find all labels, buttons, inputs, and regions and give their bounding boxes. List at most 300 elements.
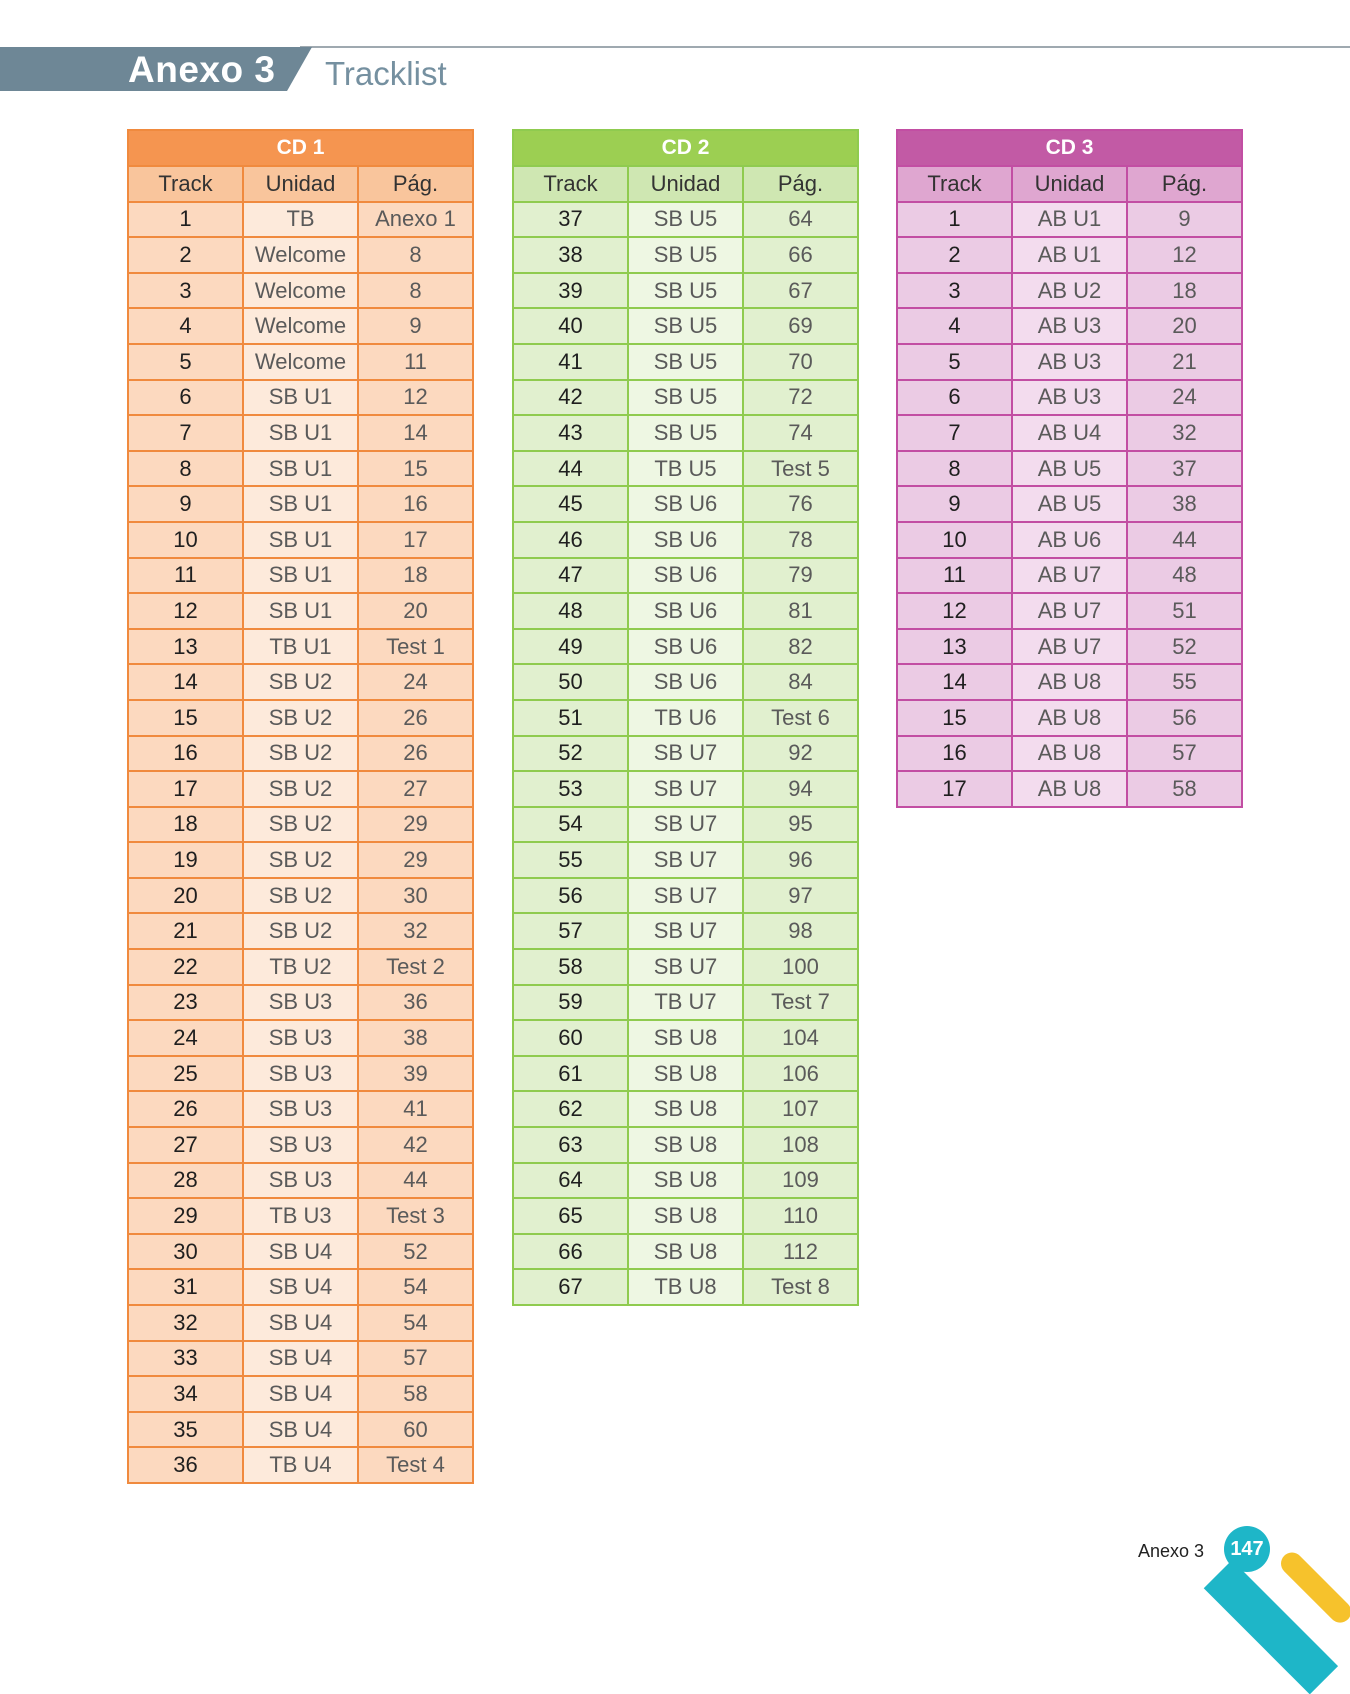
unidad-cell: AB U1 <box>1012 237 1127 273</box>
track-cell: 43 <box>513 415 628 451</box>
unidad-cell: Welcome <box>243 308 358 344</box>
unidad-cell: SB U6 <box>628 558 743 594</box>
track-cell: 20 <box>128 878 243 914</box>
table-row <box>513 558 858 594</box>
table-row <box>128 415 473 451</box>
unidad-cell: SB U8 <box>628 1127 743 1163</box>
unidad-cell: SB U4 <box>243 1234 358 1270</box>
table-row <box>897 629 1242 665</box>
track-cell: 7 <box>897 415 1012 451</box>
unidad-cell: SB U8 <box>628 1056 743 1092</box>
pagina-cell: 44 <box>358 1163 473 1199</box>
unidad-cell: Welcome <box>243 344 358 380</box>
pagina-cell: Test 8 <box>743 1269 858 1305</box>
track-cell: 17 <box>897 771 1012 807</box>
unidad-cell: SB U5 <box>628 273 743 309</box>
pagina-cell: 112 <box>743 1234 858 1270</box>
pagina-cell: 21 <box>1127 344 1242 380</box>
track-cell: 44 <box>513 451 628 487</box>
track-cell: 13 <box>897 629 1012 665</box>
unidad-cell: SB U3 <box>243 1091 358 1127</box>
table-row <box>897 415 1242 451</box>
pagina-cell: 108 <box>743 1127 858 1163</box>
table-row <box>128 1056 473 1092</box>
track-cell: 29 <box>128 1198 243 1234</box>
pagina-cell: 64 <box>743 202 858 238</box>
table-row <box>513 807 858 843</box>
cd-title: CD 1 <box>128 130 473 166</box>
unidad-cell: AB U8 <box>1012 664 1127 700</box>
pagina-cell: 52 <box>358 1234 473 1270</box>
column-header-unidad: Unidad <box>628 166 743 202</box>
pagina-cell: 14 <box>358 415 473 451</box>
pagina-cell: 67 <box>743 273 858 309</box>
track-cell: 19 <box>128 842 243 878</box>
pagina-cell: Test 7 <box>743 985 858 1021</box>
pagina-cell: 39 <box>358 1056 473 1092</box>
unidad-cell: TB U2 <box>243 949 358 985</box>
table-row <box>897 451 1242 487</box>
track-cell: 6 <box>128 380 243 416</box>
table-row <box>128 1091 473 1127</box>
table-row <box>128 593 473 629</box>
table-row <box>897 486 1242 522</box>
pagina-cell: 52 <box>1127 629 1242 665</box>
column-header-unidad: Unidad <box>1012 166 1127 202</box>
pagina-cell: 100 <box>743 949 858 985</box>
pagina-cell: 104 <box>743 1020 858 1056</box>
track-cell: 14 <box>128 664 243 700</box>
table-row <box>128 1447 473 1483</box>
track-cell: 8 <box>897 451 1012 487</box>
pagina-cell: 12 <box>358 380 473 416</box>
pagina-cell: Test 2 <box>358 949 473 985</box>
pagina-cell: 97 <box>743 878 858 914</box>
unidad-cell: SB U6 <box>628 664 743 700</box>
unidad-cell: SB U1 <box>243 558 358 594</box>
track-cell: 65 <box>513 1198 628 1234</box>
pagina-cell: 76 <box>743 486 858 522</box>
unidad-cell: TB <box>243 202 358 238</box>
track-cell: 48 <box>513 593 628 629</box>
unidad-cell: AB U7 <box>1012 593 1127 629</box>
pagina-cell: 15 <box>358 451 473 487</box>
track-cell: 11 <box>128 558 243 594</box>
table-row <box>897 344 1242 380</box>
page-title: Anexo 3 <box>128 49 276 90</box>
table-row <box>128 273 473 309</box>
table-row <box>513 878 858 914</box>
unidad-cell: SB U8 <box>628 1020 743 1056</box>
table-row <box>128 1376 473 1412</box>
pagina-cell: 96 <box>743 842 858 878</box>
track-cell: 1 <box>897 202 1012 238</box>
track-cell: 33 <box>128 1341 243 1377</box>
table-row <box>513 913 858 949</box>
header-rule <box>300 46 1350 48</box>
track-cell: 14 <box>897 664 1012 700</box>
column-header-pag: Pág. <box>358 166 473 202</box>
table-row <box>513 1020 858 1056</box>
pagina-cell: 55 <box>1127 664 1242 700</box>
table-row <box>897 593 1242 629</box>
pagina-cell: 98 <box>743 913 858 949</box>
unidad-cell: SB U8 <box>628 1091 743 1127</box>
unidad-cell: TB U5 <box>628 451 743 487</box>
pagina-cell: 9 <box>1127 202 1242 238</box>
table-row <box>128 1234 473 1270</box>
table-row <box>513 237 858 273</box>
track-cell: 51 <box>513 700 628 736</box>
track-cell: 53 <box>513 771 628 807</box>
pagina-cell: 18 <box>358 558 473 594</box>
column-header-track: Track <box>513 166 628 202</box>
table-row <box>128 308 473 344</box>
table-row <box>128 1163 473 1199</box>
pagina-cell: 8 <box>358 273 473 309</box>
table-row <box>513 380 858 416</box>
pagina-cell: 26 <box>358 736 473 772</box>
table-row <box>128 913 473 949</box>
pagina-cell: 32 <box>1127 415 1242 451</box>
unidad-cell: AB U1 <box>1012 202 1127 238</box>
table-row <box>513 736 858 772</box>
track-cell: 25 <box>128 1056 243 1092</box>
column-header-pag: Pág. <box>1127 166 1242 202</box>
table-row <box>513 1127 858 1163</box>
table-row <box>897 771 1242 807</box>
unidad-cell: SB U8 <box>628 1163 743 1199</box>
pagina-cell: 74 <box>743 415 858 451</box>
table-row <box>513 842 858 878</box>
unidad-cell: SB U7 <box>628 913 743 949</box>
unidad-cell: SB U4 <box>243 1376 358 1412</box>
pagina-cell: 54 <box>358 1269 473 1305</box>
pagina-cell: 106 <box>743 1056 858 1092</box>
track-cell: 28 <box>128 1163 243 1199</box>
unidad-cell: SB U2 <box>243 664 358 700</box>
track-cell: 27 <box>128 1127 243 1163</box>
page-number-badge: 147 <box>1224 1526 1270 1572</box>
unidad-cell: AB U7 <box>1012 558 1127 594</box>
unidad-cell: SB U7 <box>628 771 743 807</box>
pagina-cell: 51 <box>1127 593 1242 629</box>
pagina-cell: 20 <box>1127 308 1242 344</box>
column-header-unidad: Unidad <box>243 166 358 202</box>
pagina-cell: 56 <box>1127 700 1242 736</box>
unidad-cell: AB U4 <box>1012 415 1127 451</box>
unidad-cell: TB U4 <box>243 1447 358 1483</box>
track-cell: 2 <box>897 237 1012 273</box>
pagina-cell: 44 <box>1127 522 1242 558</box>
unidad-cell: SB U6 <box>628 593 743 629</box>
pagina-cell: 42 <box>358 1127 473 1163</box>
table-row <box>513 629 858 665</box>
column-header-track: Track <box>897 166 1012 202</box>
track-cell: 24 <box>128 1020 243 1056</box>
track-cell: 17 <box>128 771 243 807</box>
pagina-cell: 60 <box>358 1412 473 1448</box>
track-cell: 32 <box>128 1305 243 1341</box>
pagina-cell: 24 <box>1127 380 1242 416</box>
track-cell: 31 <box>128 1269 243 1305</box>
table-row <box>513 415 858 451</box>
table-row <box>513 1269 858 1305</box>
unidad-cell: AB U3 <box>1012 308 1127 344</box>
table-row <box>897 736 1242 772</box>
track-cell: 1 <box>128 202 243 238</box>
table-row <box>128 664 473 700</box>
table-row <box>128 522 473 558</box>
unidad-cell: Welcome <box>243 273 358 309</box>
unidad-cell: SB U6 <box>628 522 743 558</box>
unidad-cell: SB U3 <box>243 1127 358 1163</box>
unidad-cell: TB U6 <box>628 700 743 736</box>
pagina-cell: Anexo 1 <box>358 202 473 238</box>
unidad-cell: TB U7 <box>628 985 743 1021</box>
unidad-cell: SB U1 <box>243 486 358 522</box>
table-row <box>128 878 473 914</box>
track-cell: 18 <box>128 807 243 843</box>
table-row <box>128 380 473 416</box>
table-row <box>128 202 473 238</box>
pagina-cell: 24 <box>358 664 473 700</box>
pagina-cell: 110 <box>743 1198 858 1234</box>
table-row <box>128 1412 473 1448</box>
unidad-cell: SB U3 <box>243 1020 358 1056</box>
track-cell: 59 <box>513 985 628 1021</box>
track-cell: 4 <box>897 308 1012 344</box>
track-cell: 21 <box>128 913 243 949</box>
track-cell: 42 <box>513 380 628 416</box>
unidad-cell: SB U5 <box>628 202 743 238</box>
unidad-cell: AB U3 <box>1012 380 1127 416</box>
track-cell: 58 <box>513 949 628 985</box>
track-cell: 52 <box>513 736 628 772</box>
unidad-cell: SB U2 <box>243 807 358 843</box>
track-cell: 64 <box>513 1163 628 1199</box>
unidad-cell: SB U5 <box>628 380 743 416</box>
unidad-cell: SB U3 <box>243 985 358 1021</box>
table-row <box>897 202 1242 238</box>
table-row <box>513 1091 858 1127</box>
pagina-cell: 32 <box>358 913 473 949</box>
pagina-cell: 69 <box>743 308 858 344</box>
column-header-track: Track <box>128 166 243 202</box>
pagina-cell: 17 <box>358 522 473 558</box>
unidad-cell: AB U8 <box>1012 736 1127 772</box>
unidad-cell: SB U7 <box>628 736 743 772</box>
footer-label: Anexo 3 <box>1138 1541 1205 1561</box>
track-cell: 54 <box>513 807 628 843</box>
unidad-cell: AB U6 <box>1012 522 1127 558</box>
track-cell: 23 <box>128 985 243 1021</box>
track-cell: 16 <box>897 736 1012 772</box>
pagina-cell: 70 <box>743 344 858 380</box>
table-row <box>128 771 473 807</box>
pagina-cell: 41 <box>358 1091 473 1127</box>
track-cell: 8 <box>128 451 243 487</box>
track-cell: 10 <box>128 522 243 558</box>
unidad-cell: TB U8 <box>628 1269 743 1305</box>
table-row <box>897 558 1242 594</box>
track-cell: 38 <box>513 237 628 273</box>
table-row <box>128 344 473 380</box>
unidad-cell: SB U5 <box>628 308 743 344</box>
pagina-cell: 16 <box>358 486 473 522</box>
table-row <box>128 237 473 273</box>
pagina-cell: 72 <box>743 380 858 416</box>
track-cell: 57 <box>513 913 628 949</box>
table-row <box>128 1341 473 1377</box>
pagina-cell: 107 <box>743 1091 858 1127</box>
table-row <box>897 664 1242 700</box>
pagina-cell: 37 <box>1127 451 1242 487</box>
table-row <box>513 202 858 238</box>
unidad-cell: SB U3 <box>243 1056 358 1092</box>
unidad-cell: SB U7 <box>628 878 743 914</box>
track-cell: 35 <box>128 1412 243 1448</box>
track-cell: 37 <box>513 202 628 238</box>
pagina-cell: 8 <box>358 237 473 273</box>
unidad-cell: SB U1 <box>243 522 358 558</box>
table-row <box>128 1269 473 1305</box>
table-row <box>128 1020 473 1056</box>
unidad-cell: AB U7 <box>1012 629 1127 665</box>
track-cell: 6 <box>897 380 1012 416</box>
track-cell: 60 <box>513 1020 628 1056</box>
track-cell: 55 <box>513 842 628 878</box>
pagina-cell: 94 <box>743 771 858 807</box>
table-row <box>513 771 858 807</box>
table-row <box>897 380 1242 416</box>
unidad-cell: SB U8 <box>628 1234 743 1270</box>
pagina-cell: 48 <box>1127 558 1242 594</box>
cd1-table <box>127 129 474 1484</box>
track-cell: 15 <box>128 700 243 736</box>
unidad-cell: SB U3 <box>243 1163 358 1199</box>
unidad-cell: SB U7 <box>628 949 743 985</box>
pagina-cell: Test 6 <box>743 700 858 736</box>
pagina-cell: 12 <box>1127 237 1242 273</box>
unidad-cell: AB U8 <box>1012 700 1127 736</box>
table-row <box>513 451 858 487</box>
track-cell: 26 <box>128 1091 243 1127</box>
pagina-cell: 95 <box>743 807 858 843</box>
unidad-cell: AB U8 <box>1012 771 1127 807</box>
unidad-cell: SB U2 <box>243 700 358 736</box>
track-cell: 16 <box>128 736 243 772</box>
track-cell: 9 <box>128 486 243 522</box>
column-header-pag: Pág. <box>743 166 858 202</box>
cd2-table <box>512 129 859 1306</box>
unidad-cell: AB U3 <box>1012 344 1127 380</box>
table-row <box>897 273 1242 309</box>
track-cell: 56 <box>513 878 628 914</box>
pagina-cell: Test 4 <box>358 1447 473 1483</box>
unidad-cell: TB U1 <box>243 629 358 665</box>
unidad-cell: SB U2 <box>243 878 358 914</box>
track-cell: 9 <box>897 486 1012 522</box>
unidad-cell: SB U1 <box>243 380 358 416</box>
track-cell: 11 <box>897 558 1012 594</box>
pagina-cell: 92 <box>743 736 858 772</box>
track-cell: 4 <box>128 308 243 344</box>
track-cell: 67 <box>513 1269 628 1305</box>
pagina-cell: 81 <box>743 593 858 629</box>
table-row <box>513 344 858 380</box>
pagina-cell: 38 <box>1127 486 1242 522</box>
track-cell: 7 <box>128 415 243 451</box>
track-cell: 41 <box>513 344 628 380</box>
track-cell: 49 <box>513 629 628 665</box>
pagina-cell: 18 <box>1127 273 1242 309</box>
track-cell: 66 <box>513 1234 628 1270</box>
pagina-cell: 78 <box>743 522 858 558</box>
table-row <box>128 736 473 772</box>
table-row <box>897 700 1242 736</box>
page-subtitle: Tracklist <box>325 55 447 92</box>
unidad-cell: AB U5 <box>1012 451 1127 487</box>
pagina-cell: Test 3 <box>358 1198 473 1234</box>
unidad-cell: SB U4 <box>243 1341 358 1377</box>
table-row <box>128 451 473 487</box>
unidad-cell: SB U7 <box>628 842 743 878</box>
pagina-cell: 27 <box>358 771 473 807</box>
unidad-cell: SB U4 <box>243 1305 358 1341</box>
track-cell: 61 <box>513 1056 628 1092</box>
table-row <box>128 807 473 843</box>
table-row <box>128 486 473 522</box>
unidad-cell: SB U2 <box>243 842 358 878</box>
table-row <box>513 1056 858 1092</box>
unidad-cell: SB U1 <box>243 451 358 487</box>
pagina-cell: 66 <box>743 237 858 273</box>
pagina-cell: 30 <box>358 878 473 914</box>
pagina-cell: 82 <box>743 629 858 665</box>
pagina-cell: 38 <box>358 1020 473 1056</box>
track-cell: 46 <box>513 522 628 558</box>
track-cell: 22 <box>128 949 243 985</box>
track-cell: 62 <box>513 1091 628 1127</box>
unidad-cell: SB U6 <box>628 629 743 665</box>
table-row <box>513 486 858 522</box>
unidad-cell: SB U1 <box>243 415 358 451</box>
table-row <box>128 1198 473 1234</box>
track-cell: 13 <box>128 629 243 665</box>
table-row <box>513 308 858 344</box>
unidad-cell: SB U2 <box>243 913 358 949</box>
track-cell: 39 <box>513 273 628 309</box>
table-row <box>513 522 858 558</box>
track-cell: 40 <box>513 308 628 344</box>
track-cell: 12 <box>128 593 243 629</box>
pagina-cell: 84 <box>743 664 858 700</box>
table-row <box>513 1198 858 1234</box>
track-cell: 50 <box>513 664 628 700</box>
cd-title: CD 2 <box>513 130 858 166</box>
pagina-cell: 29 <box>358 842 473 878</box>
track-cell: 45 <box>513 486 628 522</box>
track-cell: 10 <box>897 522 1012 558</box>
table-row <box>513 700 858 736</box>
table-row <box>513 1163 858 1199</box>
track-cell: 3 <box>128 273 243 309</box>
cd-title: CD 3 <box>897 130 1242 166</box>
track-cell: 5 <box>897 344 1012 380</box>
table-row <box>897 522 1242 558</box>
table-row <box>513 949 858 985</box>
